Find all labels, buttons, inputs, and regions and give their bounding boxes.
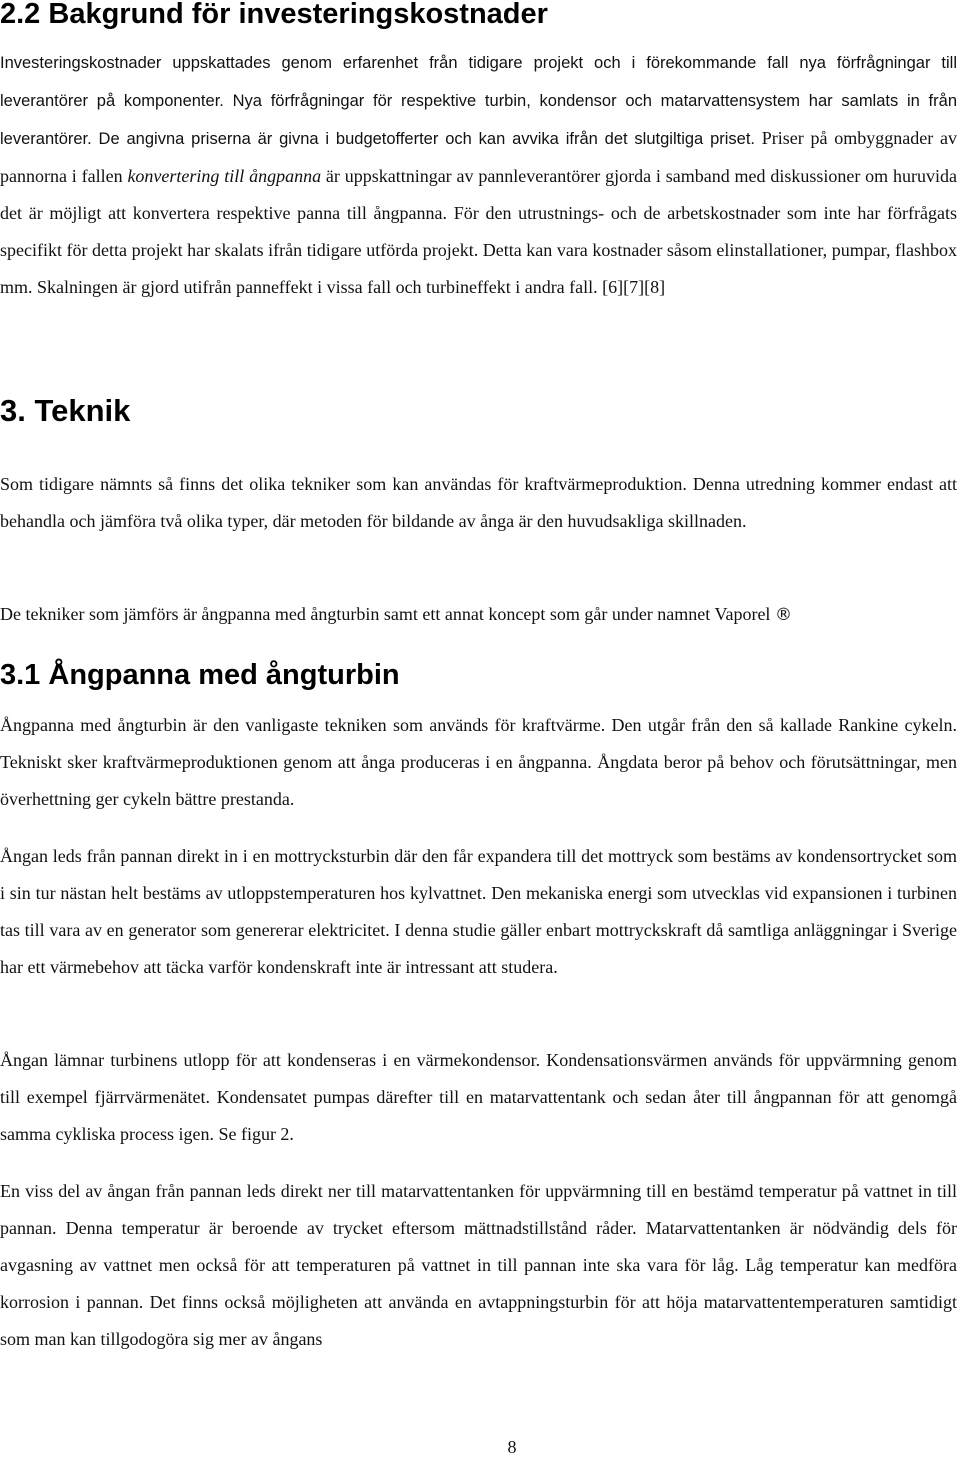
paragraph-investment-costs-part-a: Priser på ombyggnader av pannorna i fallen xyxy=(0,128,957,186)
paragraph-mottrycksturbin: Ångan leds från pannan direkt in i en mottrycksturbin där den får expandera till det mottryck som bestäms av kondensortrycket som i sin tur nästan helt bestäms av utloppstemperaturen hos kylvattnet. Den mekaniska energi som utvecklas vid expansionen i turbinen tas till vara av en generator som genererar elektricitet. I denna studie gäller enbart mottryckskraft då samtliga anläggningar i Sverige har ett värmebehov att täcka varför kondenskraft inte är intressant att studera. xyxy=(0,846,957,977)
emphasis-konvertering: konvertering till ångpanna xyxy=(127,166,322,186)
heading-2-2: 2.2 Bakgrund för investeringskostnader xyxy=(0,0,548,30)
paragraph-investment-costs-part-c: För den utrustnings- och de arbetskostnader som inte har förfrågats specifikt för detta projekt har skalats ifrån tidigare utförda projekt. Detta kan vara kostnader såsom elinstallationer, pumpar, flashbox mm. Skalningen är gjord utifrån panneffekt i vissa fall och turbineffekt i andra fall. [6][7][8] xyxy=(0,203,957,297)
paragraph-investment-costs xyxy=(0,44,957,306)
paragraph-teknik-compared-text: De tekniker som jämförs är ångpanna med ångturbin samt ett annat koncept som går under namnet Vaporel xyxy=(0,604,771,624)
paragraph-investment-costs-sans-part: Investeringskostnader uppskattades genom erfarenhet från tidigare projekt och i förekommande fall nya förfrågningar till leverantörer på komponenter. Nya förfrågningar för respektive turbin, kondensor och matarvattensystem har samlats in från leverantörer. De angivna priserna är givna i budgetofferter och kan avvika ifrån det slutgiltiga priset. xyxy=(0,54,957,148)
paragraph-teknik-compared xyxy=(0,596,957,634)
heading-3: 3. Teknik xyxy=(0,393,131,428)
heading-3-1: 3.1 Ångpanna med ångturbin xyxy=(0,659,400,691)
paragraph-teknik-intro: Som tidigare nämnts så finns det olika tekniker som kan användas för kraftvärmeproduktion. Denna utredning kommer endast att behandla och jämföra två olika typer, där metoden för bildande av ånga är den huvudsakliga skillnaden. xyxy=(0,474,957,531)
page-number: 8 xyxy=(507,1437,517,1457)
paragraph-matarvattentank: En viss del av ångan från pannan leds direkt ner till matarvattentanken för uppvärmning till en bestämd temperatur på vattnet in till pannan. Denna temperatur är beroende av trycket eftersom mättnadstillstånd råder. Matarvattentanken är nödvändig dels för avgasning av vattnet men också för att temperaturen på vattnet in till pannan inte ska vara för låg. Låg temperatur kan medföra korrosion i pannan. Det finns också möjligheten att använda en avtappningsturbin för att höja matarvattentemperaturen samtidigt som man kan tillgodogöra sig mer av ångans xyxy=(0,1181,957,1349)
registered-symbol: ® xyxy=(774,605,792,625)
paragraph-kondensering: Ångan lämnar turbinens utlopp för att kondenseras i en värmekondensor. Kondensationsvärmen används för uppvärmning genom till exempel fjärrvärmenätet. Kondensatet pumpas därefter till en matarvattentank och sedan åter till ångpannan för att genomgå samma cykliska process igen. Se figur 2. xyxy=(0,1050,957,1144)
paragraph-angpanna-intro: Ångpanna med ångturbin är den vanligaste tekniken som används för kraftvärme. Den utgår från den så kallade Rankine cykeln. Tekniskt sker kraftvärmeproduktionen genom att ånga produceras i en ångpanna. Ångdata beror på behov och förutsättningar, men överhettning ger cykeln bättre prestanda. xyxy=(0,715,957,809)
paragraph-investment-costs-part-b: är uppskattningar av pannleverantörer gjorda i samband med diskussioner om huruvida det är möjligt att konvertera respektive panna till ångpanna. xyxy=(0,166,957,223)
